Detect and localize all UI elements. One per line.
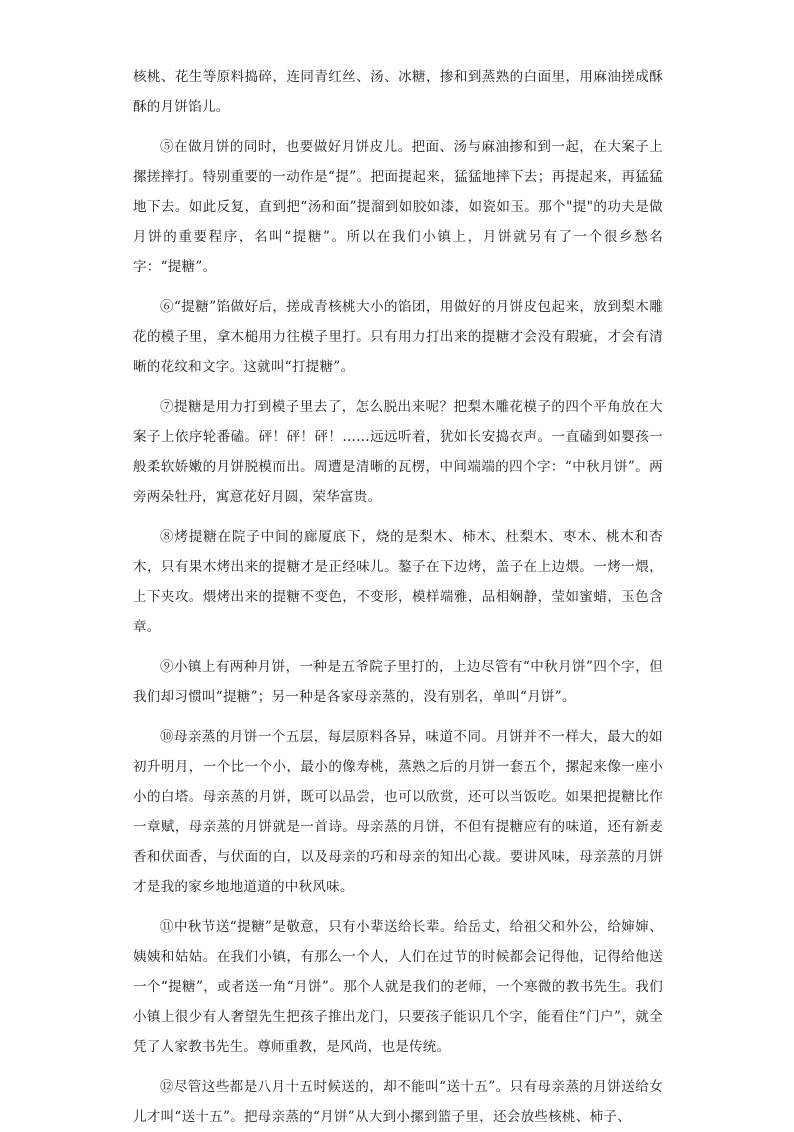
paragraph-10: ⑩母亲蒸的月饼一个五层，每层原料各异，味道不同。月饼并不一样大，最大的如初升明月，一个比一个小，最小的像寿桃，蒸熟之后的月饼一套五个，摞起来像一座小小的白塔。母亲蒸的月饼，既可以品尝，也可以欣赏，还可以当饭吃。如果把提糖比作一章赋，母亲蒸的月饼就是一首诗。母亲蒸的月饼，不但有提糖应有的味道，还有新麦香和伏面香，与伏面的白，以及母亲的巧和母亲的知出心裁。要讲风味，母亲蒸的月饼才是我的家乡地地道道的中秋风味。 (133, 729, 663, 895)
paragraph-5: ⑤在做月饼的同时，也要做好月饼皮儿。把面、汤与麻油掺和到一起，在大案子上摞搓摔打。特别重要的一动作是“提”。把面提起来，猛猛地摔下去；再提起来，再猛猛地下去。如此反复，直到把“汤和面”提溜到如胶如漆，如瓷如玉。那个"提"的功夫是做月饼的重要程序，名叫“提糖”。所以在我们小镇上，月饼就另有了一个很乡愁名字：“提糖”。 (133, 139, 663, 275)
paragraph-continued: 核桃、花生等原料捣碎，连同青红丝、汤、冰糖，掺和到蒸熟的白面里，用麻油搓成酥酥的月饼馅儿。 (133, 69, 663, 115)
paragraph-7: ⑦提糖是用力打到模子里去了，怎么脱出来呢？把梨木雕花模子的四个平角放在大案子上依序轮番磕。砰！砰！砰！……远远听着，犹如长安捣衣声。一直磕到如婴孩一般柔软娇嫩的月饼脱模而出。周遭是清晰的瓦楞，中间端端的四个字：“中秋月饼”。两旁两朵牡丹，寓意花好月圆，荣华富贵。 (133, 399, 663, 505)
paragraph-9: ⑨小镇上有两种月饼，一种是五爷院子里打的，上边尽管有“中秋月饼”四个字，但我们却习惯叫“提糖”；另一种是各家母亲蒸的，没有别名，单叫“月饼”。 (133, 659, 663, 705)
paragraph-11: ⑪中秋节送“提糖”是敬意，只有小辈送给长辈。给岳丈，给祖父和外公，给婶婶、姨姨和姑姑。在我们小镇，有那么一个人，人们在过节的时候都会记得他，记得给他送一个“提糖”，或者送一角“月饼”。那个人就是我们的老师，一个寒微的教书先生。我们小镇上很少有人奢望先生把孩子推出龙门，只要孩子能识几个字，能看住“门户”，就全凭了人家教书先生。尊师重教，是风尚，也是传统。 (133, 919, 663, 1055)
article-body (133, 62, 663, 1132)
paragraph-6: ⑥“提糖”馅做好后，搓成青核桃大小的馅团，用做好的月饼皮包起来，放到梨木雕花的模子里，拿木槌用力往模子里打。只有用力打出来的提糖才会没有瑕疵，才会有清晰的花纹和文字。这就叫“打提糖”。 (133, 299, 663, 375)
paragraph-12: ⑫尽管这些都是八月十五时候送的，却不能叫“送十五”。只有母亲蒸的月饼送给女儿才叫“送十五”。把母亲蒸的“月饼”从大到小摞到篮子里，还会放些核桃、柿子、 (133, 1079, 663, 1125)
paragraph-8: ⑧烤提糖在院子中间的廊厦底下，烧的是梨木、柿木、杜梨木、枣木、桃木和杏木，只有果木烤出来的提糖才是正经味儿。鏊子在下边烤，盖子在上边煨。一烤一煨，上下夹攻。煨烤出来的提糖不变色，不变形，模样端雅，品相娴静，莹如蜜蜡，玉色含章。 (133, 529, 663, 635)
